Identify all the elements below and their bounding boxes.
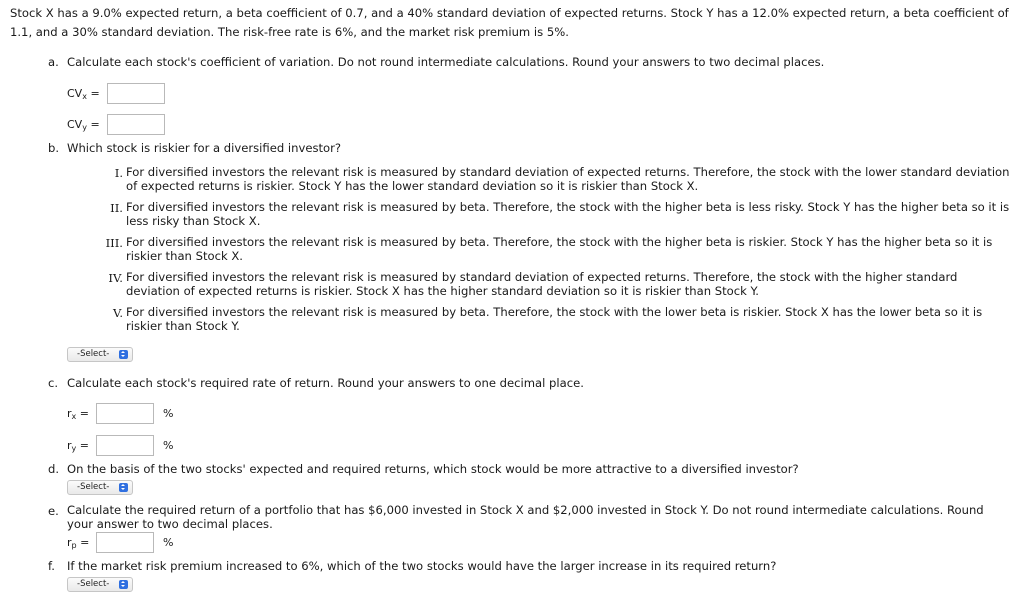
cvy-label: $CV_y$ = bbox=[67, 118, 100, 132]
rp-input[interactable] bbox=[96, 532, 154, 553]
part-a-label: a. bbox=[48, 55, 59, 69]
rx-input[interactable] bbox=[96, 403, 154, 424]
cvy-input[interactable] bbox=[107, 114, 165, 135]
part-d-question: On the basis of the two stocks' expected and required returns, which stock would be more attractive to a diversified investor? bbox=[67, 462, 799, 476]
part-e-question: Calculate the required return of a portfolio that has $6,000 invested in Stock X and $2,000 invested in Stock Y. Do not round intermediate calculations. Round your answer to two decimal places. bbox=[67, 503, 984, 531]
option-text: For diversified investors the relevant risk is measured by beta. Therefore, the stock with the higher beta is less risky. Stock Y has the higher beta so it is less risky than Stock X. bbox=[126, 200, 1010, 228]
select-value: -Select- bbox=[77, 482, 110, 492]
cvx-input[interactable] bbox=[107, 83, 165, 104]
cvx-label: $CV_x$ = bbox=[67, 87, 100, 101]
part-c-question: Calculate each stock's required rate of return. Round your answers to one decimal place. bbox=[67, 376, 584, 390]
select-arrows-icon bbox=[119, 350, 128, 359]
part-d-select[interactable] bbox=[67, 480, 133, 495]
part-e-label: e. bbox=[48, 504, 59, 518]
option-text: For diversified investors the relevant risk is measured by standard deviation of expected returns. Therefore, the stock with the lower standard deviation of expected returns is riskier. Stock Y has the lower standard deviation so it is riskier than Stock X. bbox=[126, 165, 1010, 193]
part-b-select[interactable] bbox=[67, 347, 133, 362]
problem-intro: Stock X has a 9.0% expected return, a beta coefficient of 0.7, and a 40% standard deviation of expected returns. Stock Y has a 12.0% expected return, a beta coefficient of 1.1, and a 30% standard deviation. The risk-free rate is 6%, and the market risk premium is 5%. bbox=[10, 6, 1009, 39]
option-text: For diversified investors the relevant risk is measured by beta. Therefore, the stock with the higher beta is riskier. Stock Y has the higher beta so it is riskier than Stock X. bbox=[126, 235, 993, 263]
option-text: For diversified investors the relevant risk is measured by beta. Therefore, the stock with the lower beta is riskier. Stock X has the lower beta so it is riskier than Stock Y. bbox=[126, 305, 983, 333]
select-value: -Select- bbox=[77, 349, 110, 359]
part-d-label: d. bbox=[48, 462, 60, 476]
rp-label: $r_p$ = bbox=[67, 536, 90, 550]
part-a-question: Calculate each stock's coefficient of variation. Do not round intermediate calculations. Round your answers to two decimal places. bbox=[67, 55, 825, 69]
part-c-label: c. bbox=[48, 376, 59, 390]
option-number: II. bbox=[110, 201, 123, 215]
part-f-question: If the market risk premium increased to 6%, which of the two stocks would have the larger increase in its required return? bbox=[67, 559, 777, 573]
select-arrows-icon bbox=[119, 483, 128, 492]
part-f-label: f. bbox=[48, 559, 55, 573]
option-number: IV. bbox=[108, 271, 123, 285]
rx-percent-unit: % bbox=[163, 407, 174, 420]
part-b-question: Which stock is riskier for a diversified investor? bbox=[67, 141, 342, 155]
option-number: I. bbox=[114, 166, 123, 180]
option-text: For diversified investors the relevant risk is measured by standard deviation of expected returns. Therefore, the stock with the higher standard deviation of expected returns is riskier. Stock X has the higher standard deviation so it is riskier than Stock Y. bbox=[126, 270, 958, 298]
ry-input[interactable] bbox=[96, 435, 154, 456]
select-arrows-icon bbox=[119, 580, 128, 589]
option-number: V. bbox=[112, 306, 123, 320]
rx-label: $r_x$ = bbox=[67, 407, 89, 421]
part-b-label: b. bbox=[48, 141, 60, 155]
option-number: III. bbox=[105, 236, 123, 250]
rp-percent-unit: % bbox=[163, 536, 174, 549]
part-f-select[interactable] bbox=[67, 577, 133, 592]
ry-percent-unit: % bbox=[163, 439, 174, 452]
ry-label: $r_y$ = bbox=[67, 439, 89, 453]
select-value: -Select- bbox=[77, 579, 110, 589]
